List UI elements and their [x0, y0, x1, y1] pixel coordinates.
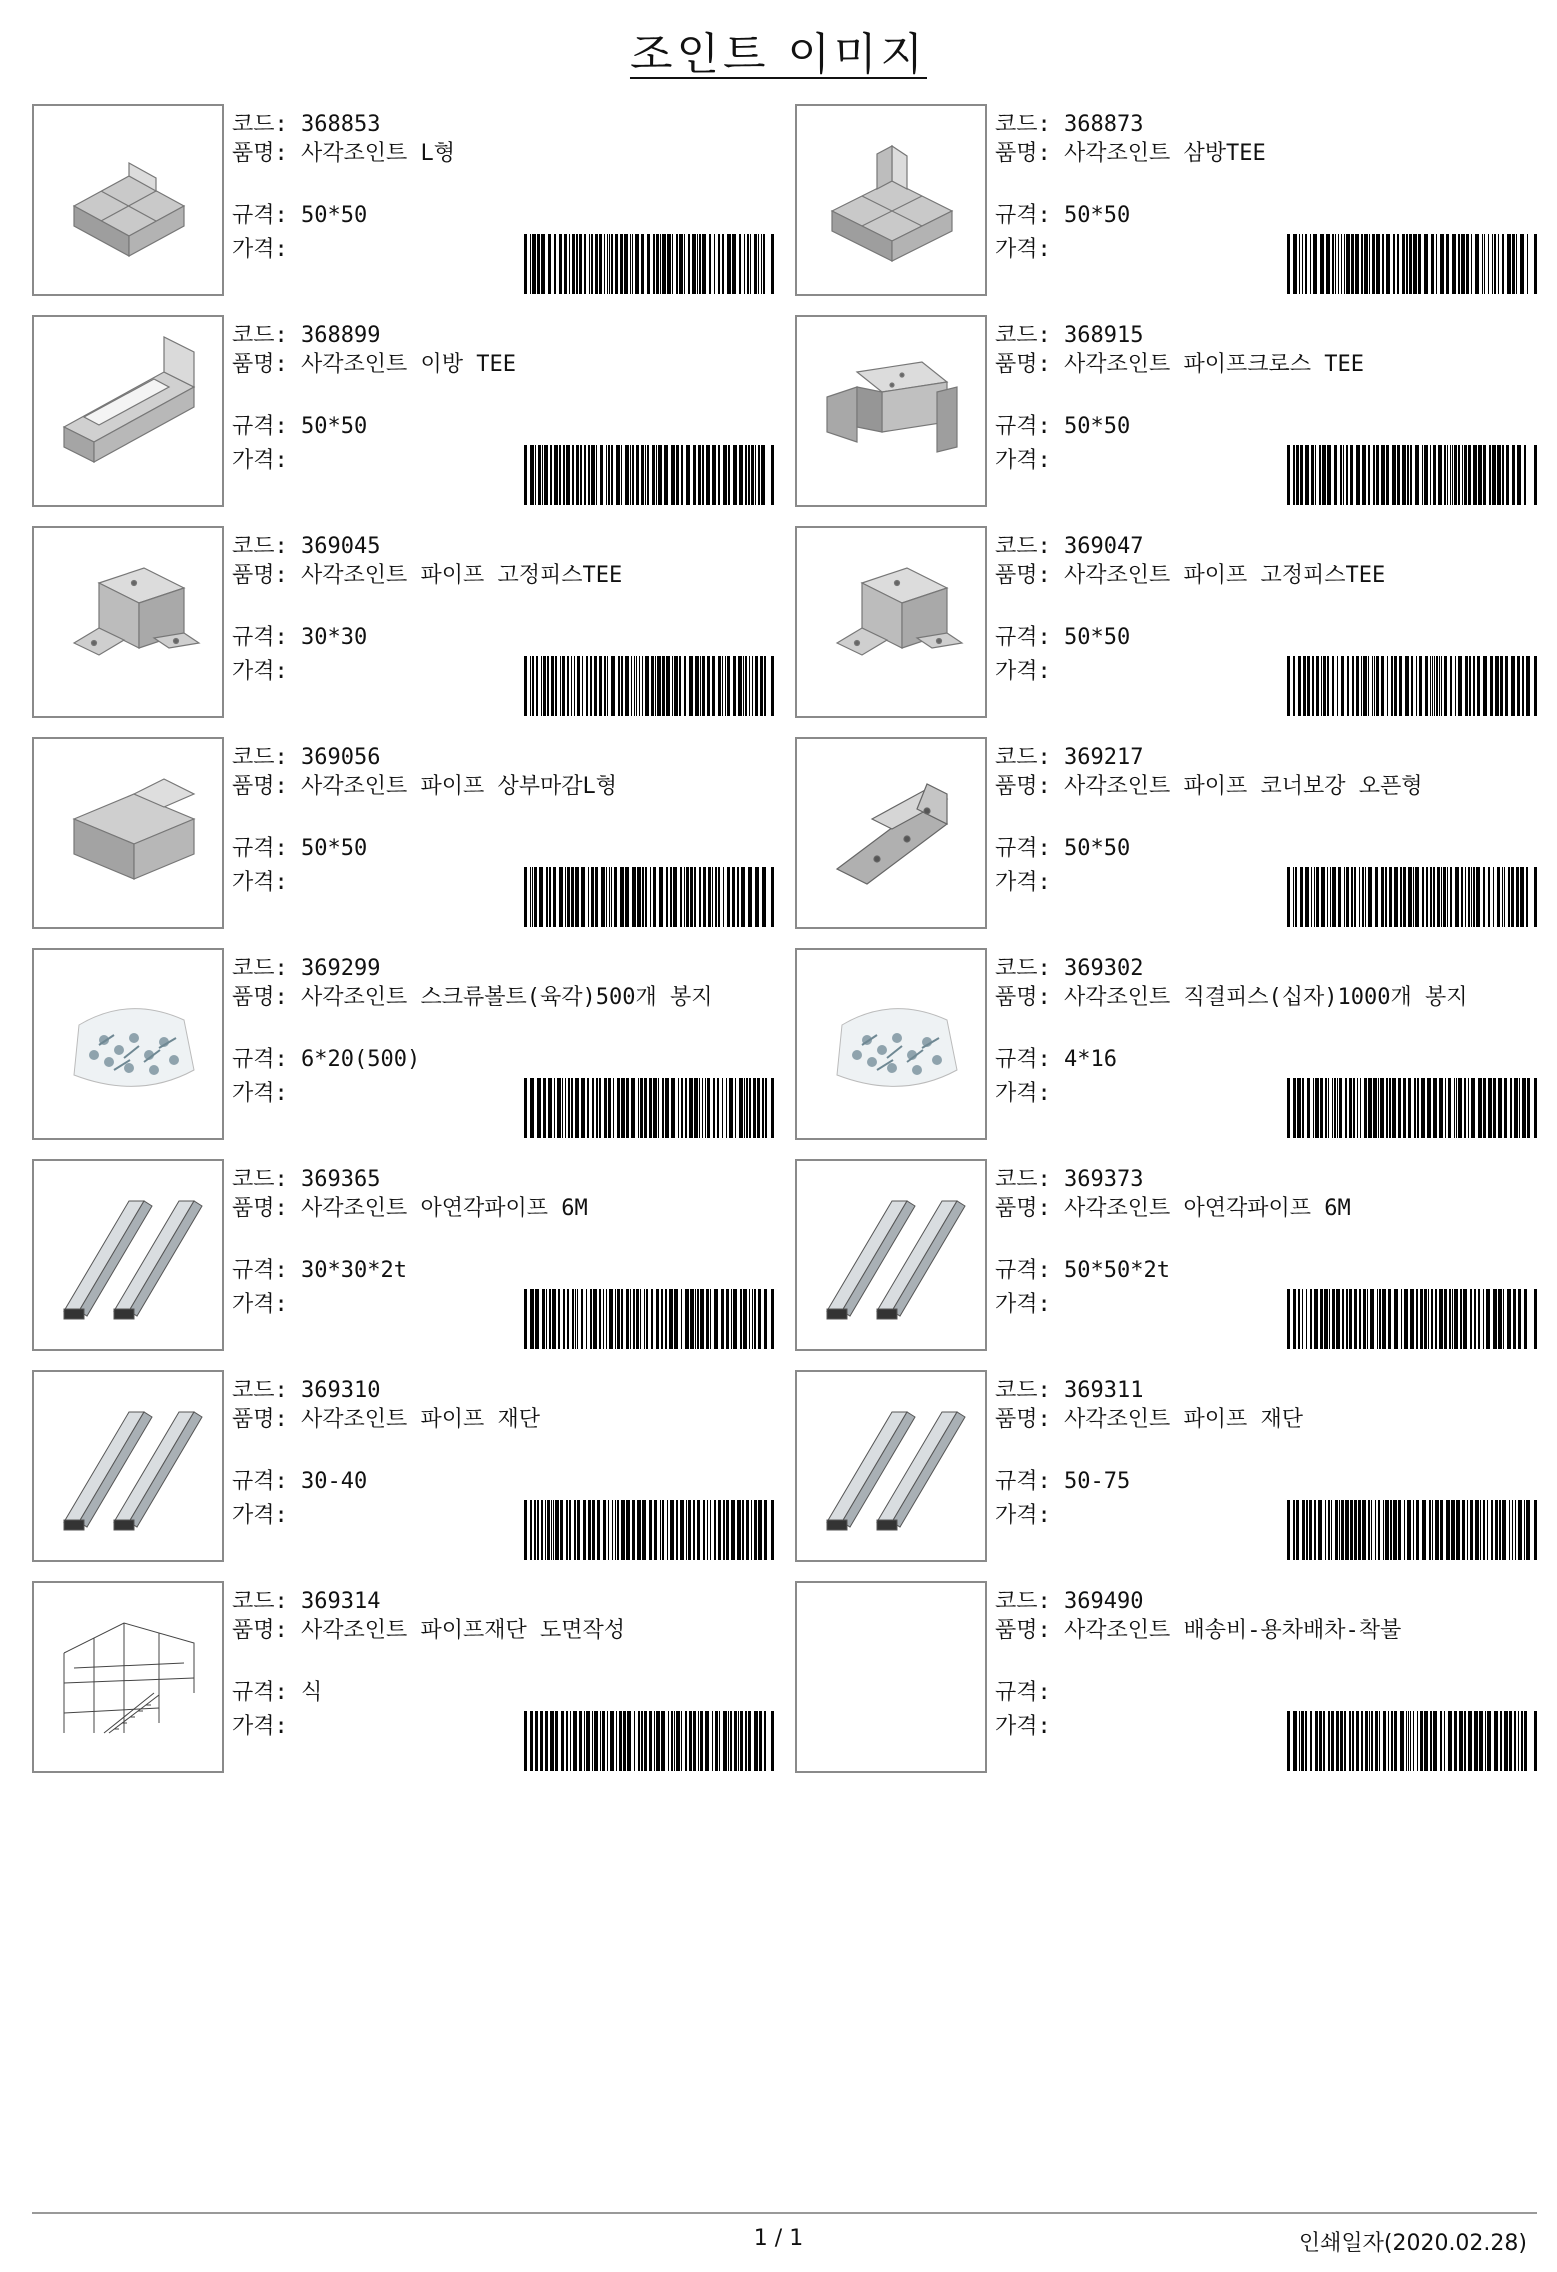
product-spec-row — [232, 1678, 322, 1708]
product-code: 369047 — [1064, 534, 1144, 559]
spec-label: 규격: — [232, 414, 301, 439]
product-card — [32, 1159, 774, 1351]
product-card — [32, 1581, 774, 1773]
product-code: 369045 — [301, 534, 381, 559]
price-label: 가격: — [232, 1292, 288, 1317]
product-code-row — [232, 1376, 380, 1406]
product-card — [32, 526, 774, 718]
product-spec: 4*16 — [1064, 1047, 1117, 1072]
barcode — [1287, 867, 1537, 927]
product-name-row — [232, 563, 762, 589]
product-spec-row — [232, 1256, 407, 1286]
spec-label: 규격: — [232, 1469, 301, 1494]
code-label: 코드: — [232, 1589, 301, 1614]
product-spec: 30*30 — [301, 625, 368, 650]
product-code-row — [995, 532, 1143, 562]
product-thumbnail — [795, 737, 987, 929]
price-label: 가격: — [232, 1503, 288, 1528]
product-name: 사각조인트 파이프 고정피스TEE — [301, 563, 623, 588]
product-grid — [32, 104, 1537, 1784]
product-name: 사각조인트 파이프크로스 TEE — [1064, 352, 1364, 377]
product-code-row — [232, 532, 380, 562]
price-label: 가격: — [995, 1503, 1051, 1528]
product-code-row — [995, 321, 1143, 351]
product-price-row — [995, 1501, 1051, 1531]
spec-label: 규격: — [995, 1469, 1064, 1494]
product-price-row — [995, 446, 1051, 476]
barcode — [524, 234, 774, 294]
product-name-row — [995, 1618, 1525, 1644]
product-name: 사각조인트 파이프 코너보강 오픈형 — [1064, 774, 1423, 799]
product-code: 369056 — [301, 745, 381, 770]
product-spec-row — [995, 1256, 1170, 1286]
spec-label: 규격: — [232, 203, 301, 228]
product-spec: 50*50 — [1064, 836, 1131, 861]
fixing-piece-tee-icon — [34, 528, 222, 716]
product-code: 369314 — [301, 1589, 381, 1614]
barcode — [524, 867, 774, 927]
product-price-row — [995, 1079, 1051, 1109]
product-card — [32, 104, 774, 296]
code-label: 코드: — [995, 1589, 1064, 1614]
product-thumbnail — [32, 526, 224, 718]
product-card — [795, 104, 1537, 296]
product-spec: 50*50 — [301, 414, 368, 439]
product-thumbnail — [32, 1370, 224, 1562]
price-label: 가격: — [232, 870, 288, 895]
product-card — [795, 526, 1537, 718]
product-price-row — [232, 1079, 288, 1109]
spec-label: 규격: — [232, 625, 301, 650]
spec-label: 규격: — [995, 1680, 1051, 1705]
product-name-row — [995, 352, 1525, 378]
product-thumbnail — [795, 1159, 987, 1351]
name-label: 품명: — [232, 985, 301, 1010]
product-name-row — [995, 1196, 1525, 1222]
product-name: 사각조인트 파이프 고정피스TEE — [1064, 563, 1386, 588]
product-spec: 6*20(500) — [301, 1047, 421, 1072]
price-label: 가격: — [232, 1714, 288, 1739]
product-spec: 50*50 — [1064, 203, 1131, 228]
square-pipe-icon — [34, 1161, 222, 1349]
name-label: 품명: — [232, 563, 301, 588]
product-card — [795, 948, 1537, 1140]
structure-drawing-icon — [34, 1583, 222, 1771]
product-price-row — [995, 1290, 1051, 1320]
product-name-row — [232, 1618, 762, 1644]
footer-divider — [32, 2212, 1537, 2214]
code-label: 코드: — [232, 534, 301, 559]
product-price-row — [995, 235, 1051, 265]
barcode — [524, 1500, 774, 1560]
top-cap-l-icon — [34, 739, 222, 927]
product-code: 368853 — [301, 112, 381, 137]
product-spec: 50*50 — [301, 203, 368, 228]
product-spec-row — [995, 834, 1130, 864]
price-label: 가격: — [995, 870, 1051, 895]
name-label: 품명: — [232, 774, 301, 799]
product-card — [32, 948, 774, 1140]
product-name-row — [232, 352, 762, 378]
product-thumbnail — [32, 315, 224, 507]
product-spec-row — [995, 1678, 1051, 1708]
product-spec-row — [232, 1045, 420, 1075]
product-name: 사각조인트 스크류볼트(육각)500개 봉지 — [301, 985, 713, 1010]
empty-image-icon — [797, 1583, 985, 1771]
code-label: 코드: — [995, 323, 1064, 348]
name-label: 품명: — [995, 352, 1064, 377]
product-spec: 50*50 — [301, 836, 368, 861]
page-number: 1 / 1 — [753, 2226, 804, 2251]
name-label: 품명: — [995, 141, 1064, 166]
spec-label: 규격: — [995, 625, 1064, 650]
product-thumbnail — [795, 315, 987, 507]
spec-label: 규격: — [232, 1047, 301, 1072]
product-name-row — [232, 1196, 762, 1222]
product-card — [795, 1159, 1537, 1351]
code-label: 코드: — [995, 1167, 1064, 1192]
code-label: 코드: — [232, 1378, 301, 1403]
product-name: 사각조인트 삼방TEE — [1064, 141, 1266, 166]
product-name: 사각조인트 파이프 재단 — [1064, 1407, 1304, 1432]
product-price-row — [232, 1501, 288, 1531]
barcode — [1287, 656, 1537, 716]
product-price-row — [232, 1290, 288, 1320]
price-label: 가격: — [232, 659, 288, 684]
product-code-row — [995, 1587, 1143, 1617]
product-code-row — [995, 1165, 1143, 1195]
code-label: 코드: — [995, 745, 1064, 770]
product-code: 369311 — [1064, 1378, 1144, 1403]
product-thumbnail — [32, 1581, 224, 1773]
l-joint-icon — [34, 106, 222, 294]
product-name: 사각조인트 파이프재단 도면작성 — [301, 1618, 626, 1643]
product-name-row — [232, 141, 762, 167]
product-code: 369217 — [1064, 745, 1144, 770]
product-card — [795, 737, 1537, 929]
product-price-row — [995, 657, 1051, 687]
name-label: 품명: — [232, 1618, 301, 1643]
product-spec-row — [232, 412, 367, 442]
name-label: 품명: — [232, 1196, 301, 1221]
price-label: 가격: — [995, 659, 1051, 684]
product-name: 사각조인트 아연각파이프 6M — [301, 1196, 588, 1221]
product-card — [795, 1370, 1537, 1562]
product-spec-row — [232, 834, 367, 864]
name-label: 품명: — [995, 1196, 1064, 1221]
product-name-row — [232, 1407, 762, 1433]
product-code-row — [232, 110, 380, 140]
product-spec: 50*50 — [1064, 625, 1131, 650]
corner-bracket-icon — [797, 739, 985, 927]
product-code: 369299 — [301, 956, 381, 981]
product-card — [795, 315, 1537, 507]
product-spec: 30*30*2t — [301, 1258, 407, 1283]
product-spec: 식 — [301, 1680, 323, 1705]
product-spec-row — [232, 1467, 367, 1497]
product-name: 사각조인트 이방 TEE — [301, 352, 516, 377]
print-date: 인쇄일자(2020.02.28) — [1298, 2231, 1527, 2256]
product-price-row — [995, 868, 1051, 898]
product-price-row — [232, 235, 288, 265]
product-code-row — [232, 1165, 380, 1195]
product-spec: 50*50*2t — [1064, 1258, 1170, 1283]
price-label: 가격: — [995, 237, 1051, 262]
product-name: 사각조인트 파이프 재단 — [301, 1407, 541, 1432]
barcode — [1287, 445, 1537, 505]
product-spec-row — [995, 201, 1130, 231]
product-spec-row — [232, 201, 367, 231]
product-code-row — [232, 954, 380, 984]
product-thumbnail — [795, 104, 987, 296]
product-price-row — [995, 1712, 1051, 1742]
product-thumbnail — [795, 1370, 987, 1562]
product-price-row — [232, 657, 288, 687]
barcode — [524, 1711, 774, 1771]
product-spec-row — [995, 623, 1130, 653]
product-spec: 50-75 — [1064, 1469, 1131, 1494]
name-label: 품명: — [995, 774, 1064, 799]
code-label: 코드: — [232, 956, 301, 981]
product-code: 368873 — [1064, 112, 1144, 137]
code-label: 코드: — [232, 1167, 301, 1192]
code-label: 코드: — [232, 112, 301, 137]
barcode — [1287, 1078, 1537, 1138]
product-code-row — [995, 743, 1143, 773]
product-thumbnail — [32, 1159, 224, 1351]
spec-label: 규격: — [995, 1258, 1064, 1283]
product-name-row — [995, 563, 1525, 589]
product-thumbnail — [32, 104, 224, 296]
product-code: 369310 — [301, 1378, 381, 1403]
product-spec-row — [232, 623, 367, 653]
product-name: 사각조인트 L형 — [301, 141, 456, 166]
fixing-piece-tee-icon — [797, 528, 985, 716]
price-label: 가격: — [995, 1292, 1051, 1317]
product-name: 사각조인트 아연각파이프 6M — [1064, 1196, 1351, 1221]
product-price-row — [232, 446, 288, 476]
spec-label: 규격: — [995, 1047, 1064, 1072]
code-label: 코드: — [995, 1378, 1064, 1403]
product-name-row — [995, 985, 1525, 1011]
name-label: 품명: — [995, 1618, 1064, 1643]
product-card — [32, 737, 774, 929]
product-code: 369373 — [1064, 1167, 1144, 1192]
product-name-row — [232, 774, 762, 800]
product-code: 368915 — [1064, 323, 1144, 348]
price-label: 가격: — [232, 1081, 288, 1106]
product-card — [32, 315, 774, 507]
spec-label: 규격: — [995, 414, 1064, 439]
product-code-row — [232, 1587, 380, 1617]
name-label: 품명: — [995, 1407, 1064, 1432]
square-pipe-icon — [797, 1161, 985, 1349]
square-pipe-icon — [34, 1372, 222, 1560]
product-thumbnail — [795, 526, 987, 718]
product-code-row — [232, 743, 380, 773]
barcode — [1287, 1711, 1537, 1771]
barcode — [1287, 234, 1537, 294]
product-name: 사각조인트 파이프 상부마감L형 — [301, 774, 618, 799]
code-label: 코드: — [232, 323, 301, 348]
screw-bag-icon — [797, 950, 985, 1138]
spec-label: 규격: — [995, 836, 1064, 861]
product-code-row — [995, 1376, 1143, 1406]
product-code-row — [995, 954, 1143, 984]
product-name: 사각조인트 직결피스(십자)1000개 봉지 — [1064, 985, 1468, 1010]
product-spec-row — [995, 412, 1130, 442]
product-card — [795, 1581, 1537, 1773]
barcode — [524, 1289, 774, 1349]
product-thumbnail — [795, 1581, 987, 1773]
spec-label: 규격: — [232, 1680, 301, 1705]
product-code-row — [995, 110, 1143, 140]
name-label: 품명: — [232, 141, 301, 166]
product-code-row — [232, 321, 380, 351]
product-code: 369365 — [301, 1167, 381, 1192]
price-label: 가격: — [995, 1714, 1051, 1739]
product-spec: 30-40 — [301, 1469, 368, 1494]
product-thumbnail — [32, 948, 224, 1140]
product-code: 369490 — [1064, 1589, 1144, 1614]
product-name-row — [995, 1407, 1525, 1433]
price-label: 가격: — [995, 1081, 1051, 1106]
product-price-row — [232, 868, 288, 898]
barcode — [1287, 1289, 1537, 1349]
product-spec-row — [995, 1045, 1117, 1075]
product-price-row — [232, 1712, 288, 1742]
product-card — [32, 1370, 774, 1562]
product-code: 368899 — [301, 323, 381, 348]
name-label: 품명: — [232, 1407, 301, 1432]
code-label: 코드: — [995, 112, 1064, 137]
price-label: 가격: — [232, 237, 288, 262]
product-name-row — [232, 985, 762, 1011]
barcode — [1287, 1500, 1537, 1560]
product-spec: 50*50 — [1064, 414, 1131, 439]
name-label: 품명: — [232, 352, 301, 377]
code-label: 코드: — [232, 745, 301, 770]
product-name-row — [995, 141, 1525, 167]
three-way-tee-icon — [797, 106, 985, 294]
product-spec-row — [995, 1467, 1130, 1497]
two-way-tee-icon — [34, 317, 222, 505]
barcode — [524, 1078, 774, 1138]
product-name: 사각조인트 배송비-용차배차-착불 — [1064, 1618, 1402, 1643]
spec-label: 규격: — [232, 836, 301, 861]
barcode — [524, 445, 774, 505]
product-thumbnail — [32, 737, 224, 929]
spec-label: 규격: — [995, 203, 1064, 228]
product-thumbnail — [795, 948, 987, 1140]
name-label: 품명: — [995, 985, 1064, 1010]
screw-bag-icon — [34, 950, 222, 1138]
price-label: 가격: — [232, 448, 288, 473]
barcode — [524, 656, 774, 716]
product-name-row — [995, 774, 1525, 800]
page-title: 조인트 이미지 — [629, 29, 927, 80]
pipe-cross-tee-icon — [797, 317, 985, 505]
price-label: 가격: — [995, 448, 1051, 473]
square-pipe-icon — [797, 1372, 985, 1560]
code-label: 코드: — [995, 956, 1064, 981]
product-code: 369302 — [1064, 956, 1144, 981]
spec-label: 규격: — [232, 1258, 301, 1283]
code-label: 코드: — [995, 534, 1064, 559]
name-label: 품명: — [995, 563, 1064, 588]
